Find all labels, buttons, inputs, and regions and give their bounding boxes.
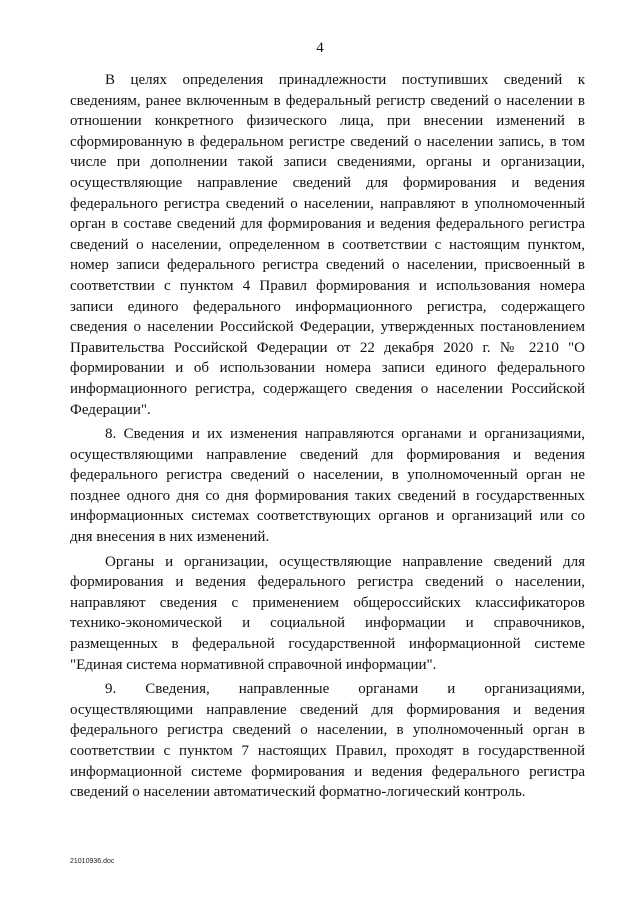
paragraph-item-9: 9. Сведения, направленные органами и организациями, осуществляющими направление сведений для формирования и ведения федерального регистра сведений о населении, в уполномоченный орган в соответствии с пунктом 7 настоящих Правил, проходят в государственной информационной системе формирования и ведения федерального регистра сведений о населении автоматический форматно-логический контроль.	[70, 681, 585, 801]
document-body	[70, 70, 585, 803]
footer-filename: 21010936.doc	[70, 858, 115, 865]
page-number: 4	[316, 40, 324, 56]
paragraph-item-8: 8. Сведения и их изменения направляются органами и организациями, осуществляющими направление сведений для формирования и ведения федерального регистра сведений о населении, в уполномоченный орган не позднее одного дня со дня формирования таких сведений в государственных информационных системах соответствующих органов и организаций или со дня внесения в них изменений.	[70, 426, 585, 546]
paragraph-classifiers: Органы и организации, осуществляющие направление сведений для формирования и ведения федерального регистра сведений о населении, направляют сведения с применением общероссийских классификаторов технико-экономической и социальной информации и справочников, размещенных в федеральной государственной информационной системе "Единая система нормативной справочной информации".	[70, 553, 585, 673]
paragraph-record-number: В целях определения принадлежности поступивших сведений к сведениям, ранее включенным в федеральный регистр сведений о населении в отношении конкретного физического лица, при внесении изменений в сформированную в федеральном регистре сведений о населении запись, в том числе при дополнении такой записи сведениями, органы и организации, осуществляющие направление сведений для формирования и ведения федерального регистра сведений о населении, направляют в уполномоченный орган в составе сведений для формирования и ведения федерального регистра сведений о населении, определенном в соответствии с настоящим пунктом, номер записи федерального регистра сведений о населении, присвоенный в соответствии с пунктом 4 Правил формирования и использования номера записи единого федерального информационного регистра, содержащего сведения о населении Российской Федерации, утвержденных постановлением Правительства Российской Федерации от 22 декабря 2020 г. № 2210 "О формировании и об использовании номера записи единого федерального информационного регистра, содержащего сведения о населении Российской Федерации".	[70, 72, 585, 418]
